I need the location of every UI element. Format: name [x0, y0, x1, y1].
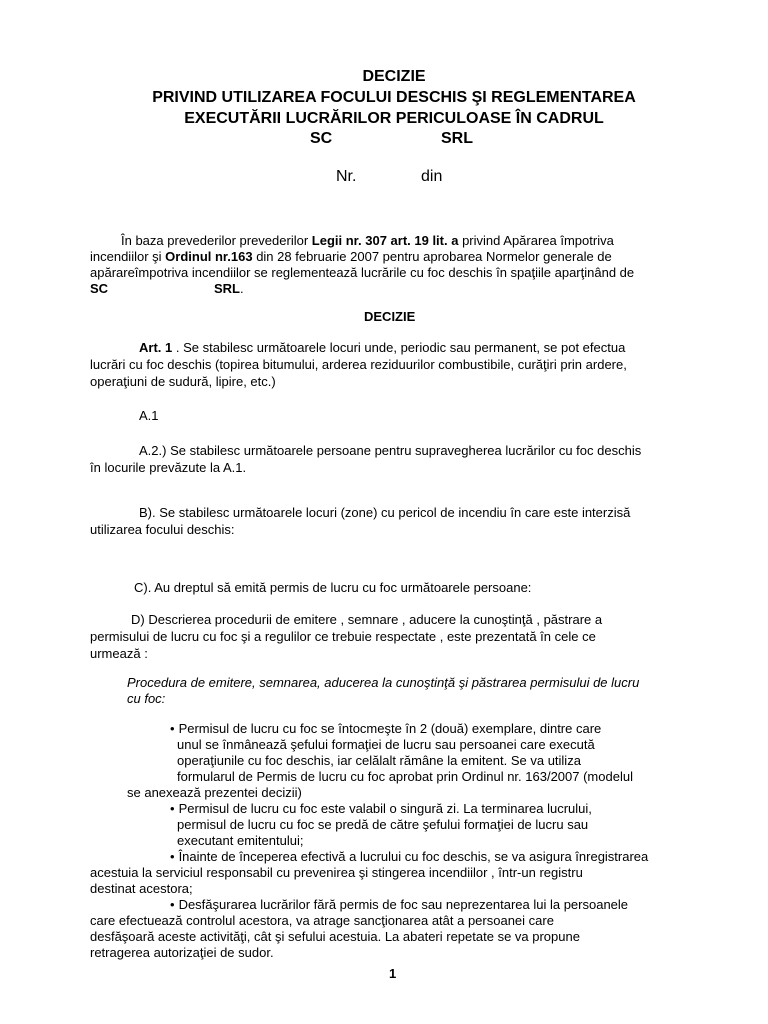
- bullet-4-line-2: care efectuează controlul acestora, va atrage sancţionarea atât a persoanei care: [90, 913, 554, 928]
- decizie-heading: DECIZIE: [364, 309, 416, 324]
- procedure-heading-line-2: cu foc:: [127, 691, 166, 706]
- bullet-2-line-2: permisul de lucru cu foc se predă de către şefului formaţiei de lucru sau: [177, 817, 589, 832]
- bullet-3-line-2: acestuia la serviciul responsabil cu prevenirea şi stingerea incendiilor , într-un registru: [90, 865, 583, 880]
- document-title: DECIZIE: [362, 68, 426, 85]
- bullet-icon: •: [170, 897, 175, 912]
- intro-sc: SC: [90, 281, 109, 296]
- intro-text: din 28 februarie 2007 pentru aprobarea Normelor generale de: [252, 249, 612, 264]
- art1-line-2: lucrări cu foc deschis (topirea bitumului, arderea reziduurilor combustibile, curăţiri prin ardere,: [90, 357, 627, 372]
- document-subtitle-line-1: PRIVIND UTILIZAREA FOCULUI DESCHIS ŞI REGLEMENTAREA: [152, 89, 636, 106]
- art1-line-3: operaţiuni de sudură, lipire, etc.): [90, 374, 276, 389]
- bullet-2-line-3: executant emitentului;: [177, 833, 304, 848]
- section-a1: A.1: [139, 408, 159, 423]
- document-subtitle-line-2: EXECUTĂRII LUCRĂRILOR PERICULOASE ÎN CADRUL: [184, 110, 604, 127]
- intro-line-2: [90, 249, 612, 265]
- section-d-line-1: D) Descrierea procedurii de emitere , semnare , aducere la cunoştinţă , păstrare a: [131, 612, 603, 627]
- intro-line-3: apărareîmpotriva incendiilor se reglementează lucrările cu foc deschis în spaţiile aparţinând de: [90, 265, 635, 280]
- bullet-icon: •: [170, 801, 175, 816]
- intro-text: În baza prevederilor prevederilor: [121, 233, 312, 248]
- intro-srl-dot: .: [240, 281, 244, 296]
- page-number: 1: [389, 966, 397, 981]
- bullet-1-line-5: se anexează prezentei decizii): [127, 785, 302, 800]
- bullet-text: Permisul de lucru cu foc este valabil o singură zi. La terminarea lucrului,: [178, 801, 592, 816]
- bullet-4-line-1: [170, 897, 628, 913]
- section-d-line-3: urmează :: [90, 646, 148, 661]
- section-a2-line-1: A.2.) Se stabilesc următoarele persoane pentru supravegherea lucrărilor cu foc deschis: [139, 443, 642, 458]
- decision-date-label: din: [421, 168, 443, 185]
- bullet-text: Înainte de începerea efectivă a lucrului cu foc deschis, se va asigura înregistrarea: [178, 849, 649, 864]
- bullet-1-line-4: formularul de Permis de lucru cu foc aprobat prin Ordinul nr. 163/2007 (modelul: [177, 769, 633, 784]
- bullet-1-line-3: operaţiunile cu foc deschis, iar celălalt rămâne la emitent. Se va utiliza: [177, 753, 581, 768]
- intro-srl: [214, 281, 244, 297]
- title-sc: SC: [310, 130, 333, 147]
- intro-line-1: [121, 233, 614, 249]
- section-b-line-2: utilizarea focului deschis:: [90, 522, 235, 537]
- section-d-line-2: permisului de lucru cu foc şi a regulilor ce trebuie respectate , este prezentată în cele ce: [90, 629, 596, 644]
- intro-srl-text: SRL: [214, 281, 240, 296]
- bullet-text: Desfăşurarea lucrărilor fără permis de foc sau neprezentarea lui la persoanele: [178, 897, 629, 912]
- bullet-2-line-1: [170, 801, 592, 817]
- bullet-3-line-1: [170, 849, 648, 865]
- intro-text: incendiilor şi: [90, 249, 166, 264]
- bullet-text: Permisul de lucru cu foc se întocmeşte în 2 (două) exemplare, dintre care: [178, 721, 602, 736]
- art1-label: Art. 1: [139, 340, 173, 355]
- section-c: C). Au dreptul să emită permis de lucru cu foc următoarele persoane:: [134, 580, 532, 595]
- bullet-1-line-1: [170, 721, 601, 737]
- order-reference: Ordinul nr.163: [165, 249, 253, 264]
- bullet-icon: •: [170, 721, 175, 736]
- decision-number-label: Nr.: [336, 168, 357, 185]
- section-b-line-1: B). Se stabilesc următoarele locuri (zone) cu pericol de incendiu în care este interzisă: [139, 505, 631, 520]
- bullet-3-line-3: destinat acestora;: [90, 881, 193, 896]
- bullet-4-line-4: retragerea autorizaţiei de sudor.: [90, 945, 274, 960]
- art1-text: . Se stabilesc următoarele locuri unde, periodic sau permanent, se pot efectua: [172, 340, 626, 355]
- bullet-1-line-2: unul se înmânează şefului formaţiei de lucru sau persoanei care execută: [177, 737, 595, 752]
- art1-line-1: [139, 340, 625, 356]
- bullet-icon: •: [170, 849, 175, 864]
- title-srl: SRL: [441, 130, 473, 147]
- section-a2-line-2: în locurile prevăzute la A.1.: [90, 460, 247, 475]
- law-reference: Legii nr. 307 art. 19 lit. a: [311, 233, 459, 248]
- procedure-heading-line-1: Procedura de emitere, semnarea, aducerea la cunoştinţă şi păstrarea permisului de lucru: [127, 675, 640, 690]
- intro-text: privind Apărarea împotriva: [458, 233, 614, 248]
- bullet-4-line-3: desfăşoară aceste activităţi, cât şi sefului acestuia. La abateri repetate se va propune: [90, 929, 580, 944]
